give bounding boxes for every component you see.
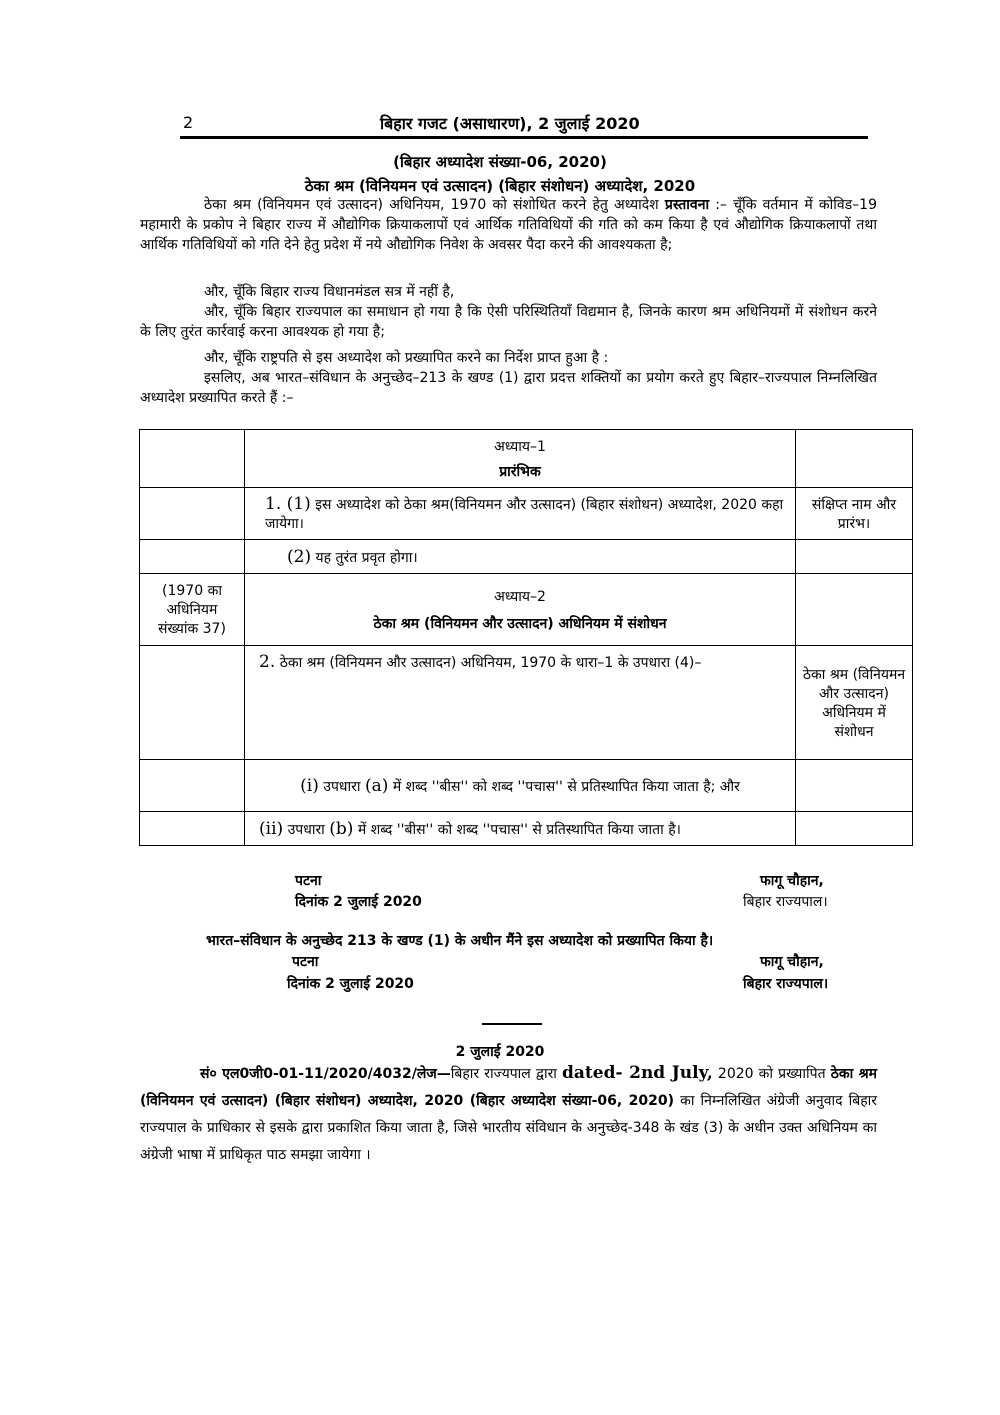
signature-1-place: पटना — [295, 873, 322, 889]
signature-2-designation: बिहार राज्यपाल। — [743, 976, 829, 992]
table-row — [140, 488, 913, 540]
clause-i-text: (i) उपधारा (a) में शब्द ''बीस'' को शब्द ''पचास'' से प्रतिस्थापित किया जाता है; और — [245, 760, 796, 812]
separator-dash — [482, 1023, 542, 1025]
section-1-margin-note: संक्षिप्त नाम और प्रारंभ। — [796, 488, 913, 540]
table-row — [140, 540, 913, 574]
signature-2-place: पटना — [292, 954, 319, 970]
signature-1-name: फागू चौहान, — [760, 873, 824, 889]
section-2-text: 2. ठेका श्रम (विनियमन और उत्सादन) अधिनियम, 1970 के धारा–1 के उपधारा (4)– — [245, 646, 796, 760]
table-row — [140, 760, 913, 812]
notice-date: 2 जुलाई 2020 — [455, 1044, 545, 1060]
ordinance-number: (बिहार अध्यादेश संख्या-06, 2020) — [393, 153, 607, 171]
promulgation-statement: भारत–संविधान के अनुच्छेद 213 के खण्ड (1) के अधीन मैंने इस अध्यादेश को प्रख्यापित किया है। — [206, 933, 714, 949]
preamble-paragraph-2: और, चूँकि बिहार राज्य विधानमंडल सत्र में नहीं है, — [204, 284, 455, 300]
table-row — [140, 574, 913, 646]
section-1-text: 1. (1) इस अध्यादेश को ठेका श्रम(विनियमन और उत्सादन) (बिहार संशोधन) अध्यादेश, 2020 कहा जायेगा। — [245, 488, 796, 540]
signature-2-name: फागू चौहान, — [760, 954, 824, 970]
preamble-paragraph-1: ठेका श्रम (विनियमन एवं उत्सादन) अधिनियम, 1970 को संशोधित करने हेतु अध्यादेश प्रस्तावना :– चूँकि वर्तमान में कोविड–19 महामारी के प्रकोप ने बिहार राज्य में औद्योगिक क्रियाकलापों एवं आर्थिक गतिविधियों की गति को कम किया है एवं औद्योगिक क्रियाकलापों तथा आर्थिक गतिविधियों को गति देने हेतु प्रदेश में नये औद्योगिक निवेश के अवसर पैदा करने की आवश्यकता है; — [140, 197, 877, 253]
header-rule — [180, 136, 868, 139]
table-row — [140, 646, 913, 760]
section-1-2-text: (2) यह तुरंत प्रवृत होगा। — [245, 540, 796, 574]
chapter-1-heading: अध्याय–1 प्रारंभिक — [245, 430, 796, 488]
ordinance-table — [139, 429, 913, 846]
preamble-paragraph-4: और, चूँकि राष्ट्रपति से इस अध्यादेश को प्रख्यापित करने का निर्देश प्राप्त हुआ है : — [204, 350, 609, 366]
ordinance-title: ठेका श्रम (विनियमन एवं उत्सादन) (बिहार संशोधन) अध्यादेश, 2020 — [304, 177, 696, 195]
table-row — [140, 430, 913, 488]
table-row — [140, 812, 913, 846]
signature-1-designation: बिहार राज्यपाल। — [743, 894, 828, 910]
clause-ii-text: (ii) उपधारा (b) में शब्द ''बीस'' को शब्द ''पचास'' से प्रतिस्थापित किया जाता है। — [245, 812, 796, 846]
signature-2-date: दिनांक 2 जुलाई 2020 — [287, 976, 414, 992]
chapter-2-heading: अध्याय–2 ठेका श्रम (विनियमन और उत्सादन) अधिनियम में संशोधन — [245, 574, 796, 646]
preamble-paragraph-3: और, चूँकि बिहार राज्यपाल का समाधान हो गया है कि ऐसी परिस्थितियाँ विद्यमान है, जिनके कारण श्रम अधिनियमों में संशोधन करने के लिए तुरंत कार्रवाई करना आवश्यक हो गया है; — [140, 304, 877, 340]
preamble-paragraph-5: इसलिए, अब भारत–संविधान के अनुच्छेद–213 के खण्ड (1) द्वारा प्रदत्त शक्तियों का प्रयोग करते हुए बिहार–राज्यपाल निम्नलिखित अध्यादेश प्रख्यापित करते हैं :– — [140, 370, 877, 406]
page-number: 2 — [183, 113, 194, 132]
section-2-margin-note: ठेका श्रम (विनियमन और उत्सादन) अधिनियम में संशोधन — [796, 646, 913, 760]
signature-1-date: दिनांक 2 जुलाई 2020 — [295, 894, 422, 910]
gazette-header-title: बिहार गजट (असाधारण), 2 जुलाई 2020 — [380, 114, 640, 133]
act-reference: (1970 का अधिनियम संख्यांक 37) — [140, 574, 245, 646]
notice-paragraph: सं० एल0जी0-01-11/2020/4032/लेज—बिहार राज्यपाल द्वारा dated- 2nd July, 2020 को प्रख्यापित ठेका श्रम (विनियमन एवं उत्सादन) (बिहार संशोधन) अध्यादेश, 2020 (बिहार अध्यादेश संख्या-06, 2020) का निम्नलिखित अंग्रेजी अनुवाद बिहार राज्यपाल के प्राधिकार से इसके द्वारा प्रकाशित किया जाता है, जिसे भारतीय संविधान के अनुच्छेद-348 के खंड (3) के अधीन उक्त अधिनियम का अंग्रेजी भाषा में प्राधिकृत पाठ समझा जायेगा । — [140, 1063, 878, 1163]
